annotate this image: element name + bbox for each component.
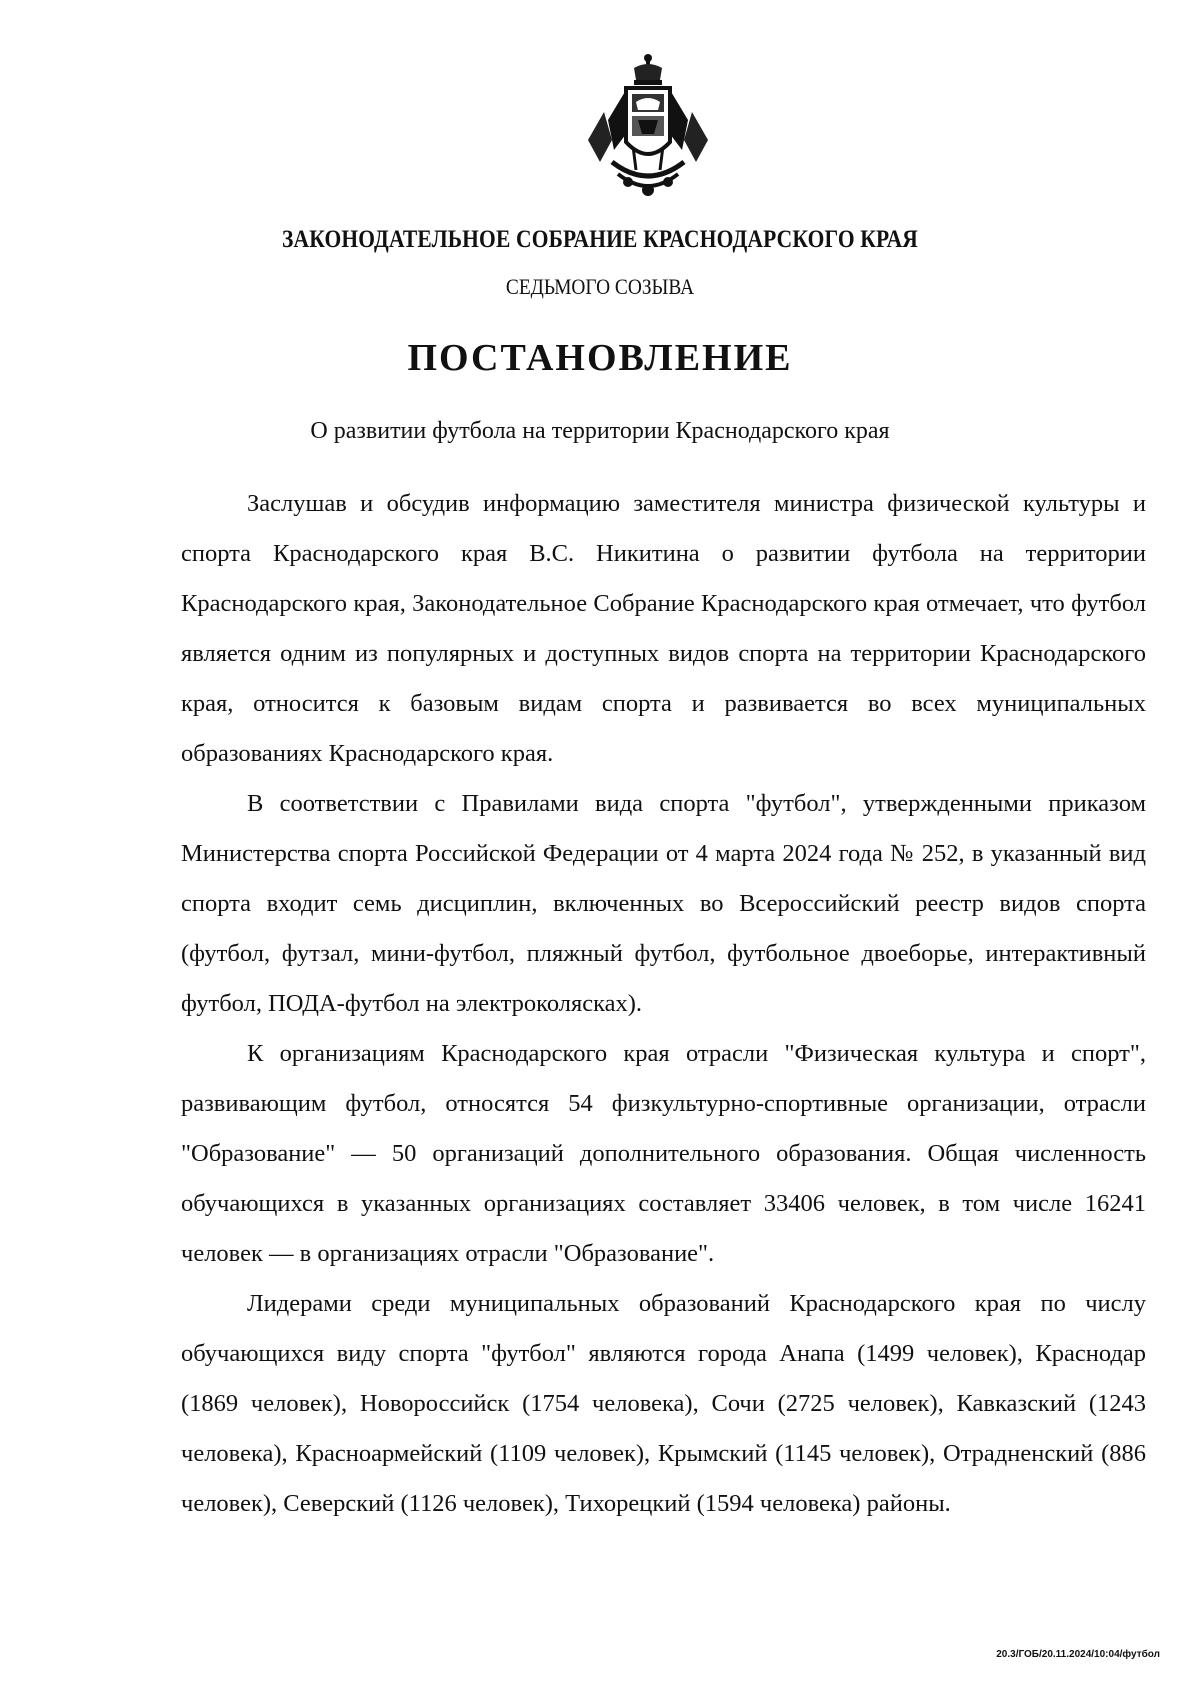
organization-name: ЗАКОНОДАТЕЛЬНОЕ СОБРАНИЕ КРАСНОДАРСКОГО КРАЯ: [282, 226, 918, 253]
coat-of-arms-icon: [578, 50, 718, 200]
paragraph: Заслушав и обсудив информацию заместителя министра физической культуры и спорта Краснодарского края В.С. Никитина о развитии футбола на территории Краснодарского края, Законодательное Собрание Краснодарского края отмечает, что футбол является одним из популярных и доступных видов спорта на территории Краснодарского края, относится к базовым видам спорта и развивается во всех муниципальных образованиях Краснодарского края.: [181, 490, 1146, 767]
paragraph: Лидерами среди муниципальных образований Краснодарского края по числу обучающихся виду спорта "футбол" являются города Анапа (1499 человек), Краснодар (1869 человек), Новороссийск (1754 человека), Сочи (2725 человек), Кавказский (1243 человека), Красноармейский (1109 человек), Крымский (1145 человек), Отрадненский (886 человек), Северский (1126 человек), Тихорецкий (1594 человека) районы.: [181, 1290, 1146, 1517]
paragraph: К организациям Краснодарского края отрасли "Физическая культура и спорт", развивающим футбол, относятся 54 физкультурно-спортивные организации, отрасли "Образование" — 50 организаций дополнительного образования. Общая численность обучающихся в указанных организациях составляет 33406 человек, в том числе 16241 человек — в организациях отрасли "Образование".: [181, 1040, 1146, 1267]
paragraph: В соответствии с Правилами вида спорта "футбол", утвержденными приказом Министерства спорта Российской Федерации от 4 марта 2024 года № 252, в указанный вид спорта входит семь дисциплин, включенных во Всероссийский реестр видов спорта (футбол, футзал, мини-футбол, пляжный футбол, футбольное двоеборье, интерактивный футбол, ПОДА-футбол на электроколясках).: [181, 790, 1146, 1017]
document-subject: О развитии футбола на территории Краснодарского края: [310, 418, 890, 444]
convocation-label: СЕДЬМОГО СОЗЫВА: [505, 274, 695, 299]
document-type-title: ПОСТАНОВЛЕНИЕ: [407, 337, 793, 379]
footer-reference: 20.3/ГОБ/20.11.2024/10:04/футбол: [996, 1649, 1160, 1660]
document-body: [181, 479, 1146, 1529]
